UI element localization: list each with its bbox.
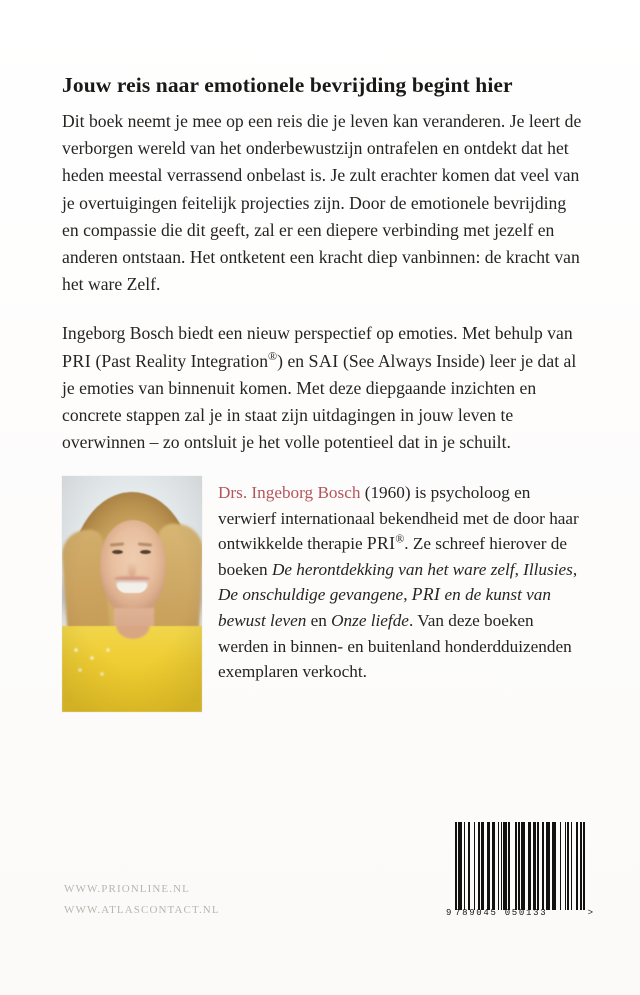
book-title-5: Onze liefde — [331, 610, 409, 630]
barcode-digits: 789045 050133 — [455, 908, 548, 918]
book-title-2: Illusies — [523, 559, 573, 579]
book-separator-1: , — [514, 559, 524, 579]
sai-acronym: SAI — [308, 350, 339, 371]
blurb-p2-part-b: (Past Reality Integration — [91, 350, 269, 371]
author-bio-part-b: . Ze schreef hierover de boeken — [218, 534, 567, 579]
registered-trademark-symbol-bio: ® — [395, 532, 405, 546]
book-title-4: en de kunst van bewust leven — [218, 585, 551, 630]
url-prionline[interactable]: WWW.PRIONLINE.NL — [64, 883, 190, 895]
author-photo-container — [62, 476, 202, 712]
author-bio — [218, 476, 582, 685]
book-title-4-acronym: PRI — [411, 584, 441, 605]
page-title: Jouw reis naar emotionele bevrijding begint hier — [62, 73, 513, 98]
isbn-barcode — [446, 822, 593, 930]
book-separator-2: , — [572, 559, 578, 579]
portrait-vignette — [62, 476, 202, 712]
author-bio-part-c: . Van deze boeken werden in binnen- en buitenland honderdduizenden exemplaren verkocht. — [218, 610, 572, 682]
registered-trademark-symbol: ® — [268, 348, 278, 363]
barcode-bars — [455, 822, 585, 910]
author-bio-part-a: (1960) is psycholoog en verwierf internationaal bekendheid met de door haar ontwikkelde therapie — [218, 483, 579, 554]
barcode-lead-digit: 9 — [446, 908, 452, 918]
barcode-trailing-symbol: > — [587, 908, 593, 918]
author-name: Drs. Ingeborg Bosch — [218, 483, 361, 502]
blurb-paragraph-1: Dit boek neemt je mee op een reis die je leven kan veranderen. Je leert de verborgen wereld van het onderbewustzijn ontrafelen en ontdekt dat het heden meestal verrassend onbelast is. Je zult erachter komen dat veel van je overtuigingen feitelijk projecties zijn. Door de emotionele bevrijding en compassie die dit geeft, zal er een diepere verbinding met jezelf en anderen ontstaan. Het ontketent een kracht diep vanbinnen: de kracht van het ware Zelf. — [62, 111, 582, 295]
blurb-paragraph-2 — [62, 320, 582, 456]
barcode-bar — [583, 822, 585, 910]
book-title-3: De onschuldige gevangene — [218, 585, 404, 605]
book-separator-3: , — [403, 585, 412, 605]
blurb-p2-part-d: (See Always Inside) leer je dat al je emoties van binnenuit komen. Met deze diepgaande inzichten en concrete stappen zal je in staat zijn uitdagingen in jouw leven te overwinnen – zo ontsluit je het volle potentieel dat in je schuilt. — [62, 350, 577, 453]
blurb-text-column — [62, 108, 582, 456]
blurb-p2-part-a: Ingeborg Bosch biedt een nieuw perspectief op emoties. Met behulp van — [62, 323, 573, 344]
blurb-p2-part-c: ) en — [277, 350, 309, 371]
pri-acronym: PRI — [62, 350, 92, 371]
publisher-urls — [64, 879, 220, 921]
book-title-1: De herontdekking van het ware zelf — [271, 559, 515, 579]
author-section — [62, 476, 582, 712]
author-portrait-photo — [62, 476, 202, 712]
book-separator-4: en — [306, 610, 332, 630]
author-bio-text — [218, 480, 582, 685]
url-atlascontact[interactable]: WWW.ATLASCONTACT.NL — [64, 904, 220, 916]
pri-acronym-bio: PRI — [366, 533, 396, 554]
